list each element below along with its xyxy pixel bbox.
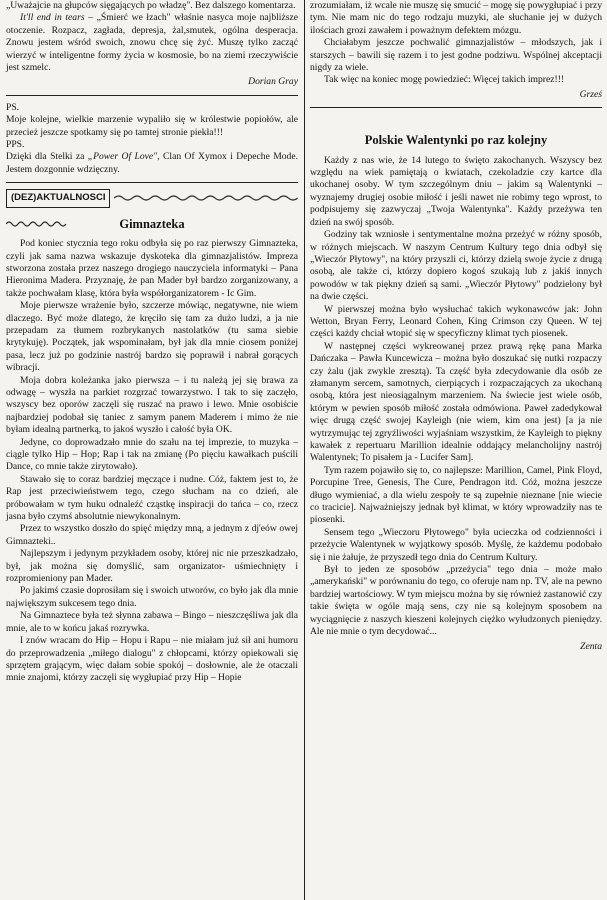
article-paragraph: Po jakimś czasie doprosiłam się i swoich utworów, co było jak dla mnie największym sukcesem tego dnia.: [6, 585, 298, 609]
continued-paragraph: zrozumiałam, iż wcale nie muszę się smucić – mogę się powygłupiać i przy tym. Nie mam nic do tego rodzaju muzyki, ale słuchanie jej w dużych ilościach grozi zawałem i poważnym defektem mózgu.: [310, 0, 602, 36]
article-paragraph: Moja dobra koleżanka jako pierwsza – i tu należą jej się brawa za odwagę – wyszła na parkiet rozgrzać towarzystwo. I tak to się zaczęło, wszyscy bez oporów zaczęli się ruszać na prawo i lewo. Mnie osobiście najbardziej podobał się taniec z samym panem Maderem i mimo że nie byłam idealną partnerką, to jakoś wyszło i całość była OK.: [6, 374, 298, 436]
article-title: Gimnazteka: [119, 216, 185, 231]
article-paragraph: Przez to wszystko doszło do spięć między mną, a jednym z dj'eów owej Gimnazteki..: [6, 523, 298, 547]
divider-line: [310, 107, 602, 108]
article-paragraph: Godziny tak wzniosłe i sentymentalne można przeżyć w różny sposób, w różnych miejscach. W naszym Centrum Kultury tego dnia odbył się „Wieczór Płytowy", na który przyszli ci, którzy dzielą swoje życie z drugą osobą, ale także ci, którzy dopiero kogoś szukają lub z jakiś innych powodów w tak piękny dzień są sami. „Wieczór Płytowy" podzielony był na dwie części.: [310, 229, 602, 303]
article-paragraph: Jedyne, co doprowadzało mnie do szału na tej imprezie, to muzyka – ciągle tylko Hip – Hop; Rap i tak na zmianę (Po pięciu kawałkach puścili Dance, co mnie także zirytowało).: [6, 436, 298, 473]
article-paragraph: Tym razem pojawiło się to, co najlepsze: Marillion, Camel, Pink Floyd, Porcupine Tree, Genesis, The Cure, Pendragon itd. Cóż, można jeszcze długo wymieniać, a dla wielu zespoły te są zupełnie nieznane [nie wiecie co tracicie]. Najważniejszy jednak był klimat, w który wprowadziły nas te piosenki.: [310, 464, 602, 526]
signature-zenta: Zenta: [580, 640, 602, 652]
column-divider: [304, 0, 305, 900]
article-paragraph: Tak więc na koniec mogę powiedzieć: Więcej takich imprez!!!: [324, 74, 565, 86]
article-paragraph: W pierwszej można było wysłuchać takich wykonawców jak: John Wetton, Bryan Ferry, Leonard Cohen, King Crimson czy Queen. W tej części każdy chciał wtopić się w specyficzny klimat tych piosenek.: [310, 303, 602, 340]
pps-heading: PPS.: [6, 139, 25, 151]
article-paragraph: W następnej części wykreowanej przez prawą rękę pana Marka Dańczaka – Pawła Kuncewicza – można było doszukać się nutki rozpaczy czy żalu (jak zwykle zresztą). Ta część była zdecydowanie dla osób ze złamanym sercem, samotnych, cierpiących i rozpaczających za ukochaną osobą, która jest nieosiągalnym marzeniem. Na świecie jest wiele osób, którym w pewien sposób miłość została odmówiona. Paweł zadedykował więc drugą część swojej Kayleigh (nie wiem, kim ona jest) [a ja nie wytrzymując tej zgryźliwości wyjaśniam wszystkim, że Kayleigh to piękny kawałek z repertuaru Marillion idealnie oddający melancholijny nastrój Walentynek; To pisałem ja - Lucifer Sam].: [310, 340, 602, 464]
article-paragraph: Pod koniec stycznia tego roku odbyła się po raz pierwszy Gimnazteka, czyli jak sama nazwa wskazuje dyskoteka dla gimnazjalistów. Impreza stworzona została przez naszego drogiego nauczyciela informatyki – Pana Hieronima Madera. Przyznaję, że pan Mader był bardzo zorganizowany, a także pochwałam klasę, która była współorganizatorem - Ic Gim.: [6, 238, 298, 299]
wave-ornament-icon: [114, 194, 298, 202]
divider-line: [6, 182, 298, 183]
intro-paragraph: It'll end in tears – „Śmierć we łzach" właśnie nasyca moje najbliższe otoczenie. Rozpacz, zagłada, depresja, żal,smutek, ogólna desperacja. Znowu jestem wśród swoich, znowu chcę się żyć. Muszę tylko zacząć wierzyć w inteligentne formy życia w kosmosie, bo na ziemi rzeczywiście jest szmelc.: [6, 12, 298, 74]
article-paragraph: Był to jeden ze sposobów „przeżycia" tego dnia – może mało „amerykański" w porównaniu do tego, co oferuje nam np. TV, ale na pewno bardziej wartościowy. W tym miejscu można by się również zastanowić czy takie święta w ogóle mają sens, czy nie są kolejnym sposobem na wyciągnięcie z naszych kieszeni kolejnych ciężko wyłudzonych pieniędzy. Ale nie mnie o tym decydować...: [310, 564, 602, 638]
article-title-row: [6, 218, 298, 230]
signature-grzes: Grześ: [579, 88, 602, 100]
pps-text: Dzięki dla Stelki za „Power Of Love", Clan Of Xymox i Depeche Mode. Jestem dozgonnie wdzięczny.: [6, 151, 298, 175]
signature-dorian: Dorian Gray: [248, 76, 298, 88]
article-title: Polskie Walentynki po raz kolejny: [364, 133, 548, 148]
article-paragraph: I znów wracam do Hip – Hopu i Rapu – nie miałam już sił ani humoru do przeprowadzenia „miłego dialogu" z chłopcami, którzy opiekowali się sprzętem grającym, więc dałam sobie spokój – dosłownie, ale że otaczali mnie znajomi, którzy zaczęli się wygłupiać przy Hip – Hopie: [6, 635, 298, 684]
section-label: (DEZ)AKTUALNOSCI: [6, 189, 110, 207]
right-column: [310, 0, 602, 653]
ps-text: Moje kolejne, wielkie marzenie wypaliło się w królestwie popiołów, ale przecież jeszcze spotkamy się po tamtej stronie piekła!!!: [6, 114, 298, 138]
article-paragraph: Moje pierwsze wrażenie było, szczerze mówiąc, negatywne, nie wiem dlaczego. Być może dlatego, że kręciło się tam za dużo ludzi, a ja nie przepadam za tłumem rozbrykanych nastolatków (tu sama siebie krytykuję). Początek, jak wspominałam, był jak dla mnie ciosem poniżej pasa, lecz już po godzinie nastrój bardzo się poprawił i nabrał gorących wibracji.: [6, 300, 298, 374]
article-paragraph: Każdy z nas wie, że 14 lutego to święto zakochanych. Wszyscy bez względu na wiek pamiętają o kwiatach, czekoladzie czy kartce dla ukochanej osoby. W tym szczególnym dniu – jakim są Walentynki – wyznajemy drugiej osobie miłość i jeśli nawet nie robimy tego wprost, to podpisujemy się zazwyczaj „Twoja Walentynka". Każdy przeżywa ten dzień na swój sposób.: [310, 154, 602, 228]
article-paragraph: Chciałabym jeszcze pochwalić gimnazjalistów – młodszych, jak i starszych – bawili się razem i to jest godne podziwu. Wspólnej akceptacji nigdy za wiele.: [310, 37, 602, 74]
article-paragraph: Sensem tego „Wieczoru Płytowego" była ucieczka od codzienności i przeżycie Walentynek w wyjątkowy sposób. Myślę, że każdemu podobało się i nie żałuje, że przyszedł tego dnia do Centrum Kultury.: [310, 526, 602, 563]
divider-line: [6, 95, 298, 96]
opening-paragraph: „Uważajcie na głupców sięgających po władzę". Bez dalszego komentarza.: [6, 0, 296, 11]
article-paragraph: Na Gimnaztece była też słynna zabawa – Bingo – nieszczęśliwa jak dla mnie, ale to w końcu jakaś rozrywka.: [6, 610, 298, 634]
section-header: [6, 189, 298, 207]
article-paragraph: Najlepszym i jedynym przykładem osoby, której nic nie przeszkadzało, był, jak można się domyślić, sam organizator- uśmiechnięty i rozpromieniony pan Mader.: [6, 548, 298, 585]
article-paragraph: Stawało się to coraz bardziej męczące i nudne. Cóż, faktem jest to, że Rap jest przeciwieństwem tego, czego słucham na co dzień, ale próbowałam w tym huku odnaleźć cząstkę inspiracji do tańca – co, rzecz jasna było czymś absolutnie niewykonalnym.: [6, 473, 298, 523]
left-column: [6, 0, 298, 685]
ps-heading: PS.: [6, 101, 20, 113]
wave-ornament-icon: [6, 220, 68, 228]
song-title: It'll end in tears: [20, 12, 85, 24]
